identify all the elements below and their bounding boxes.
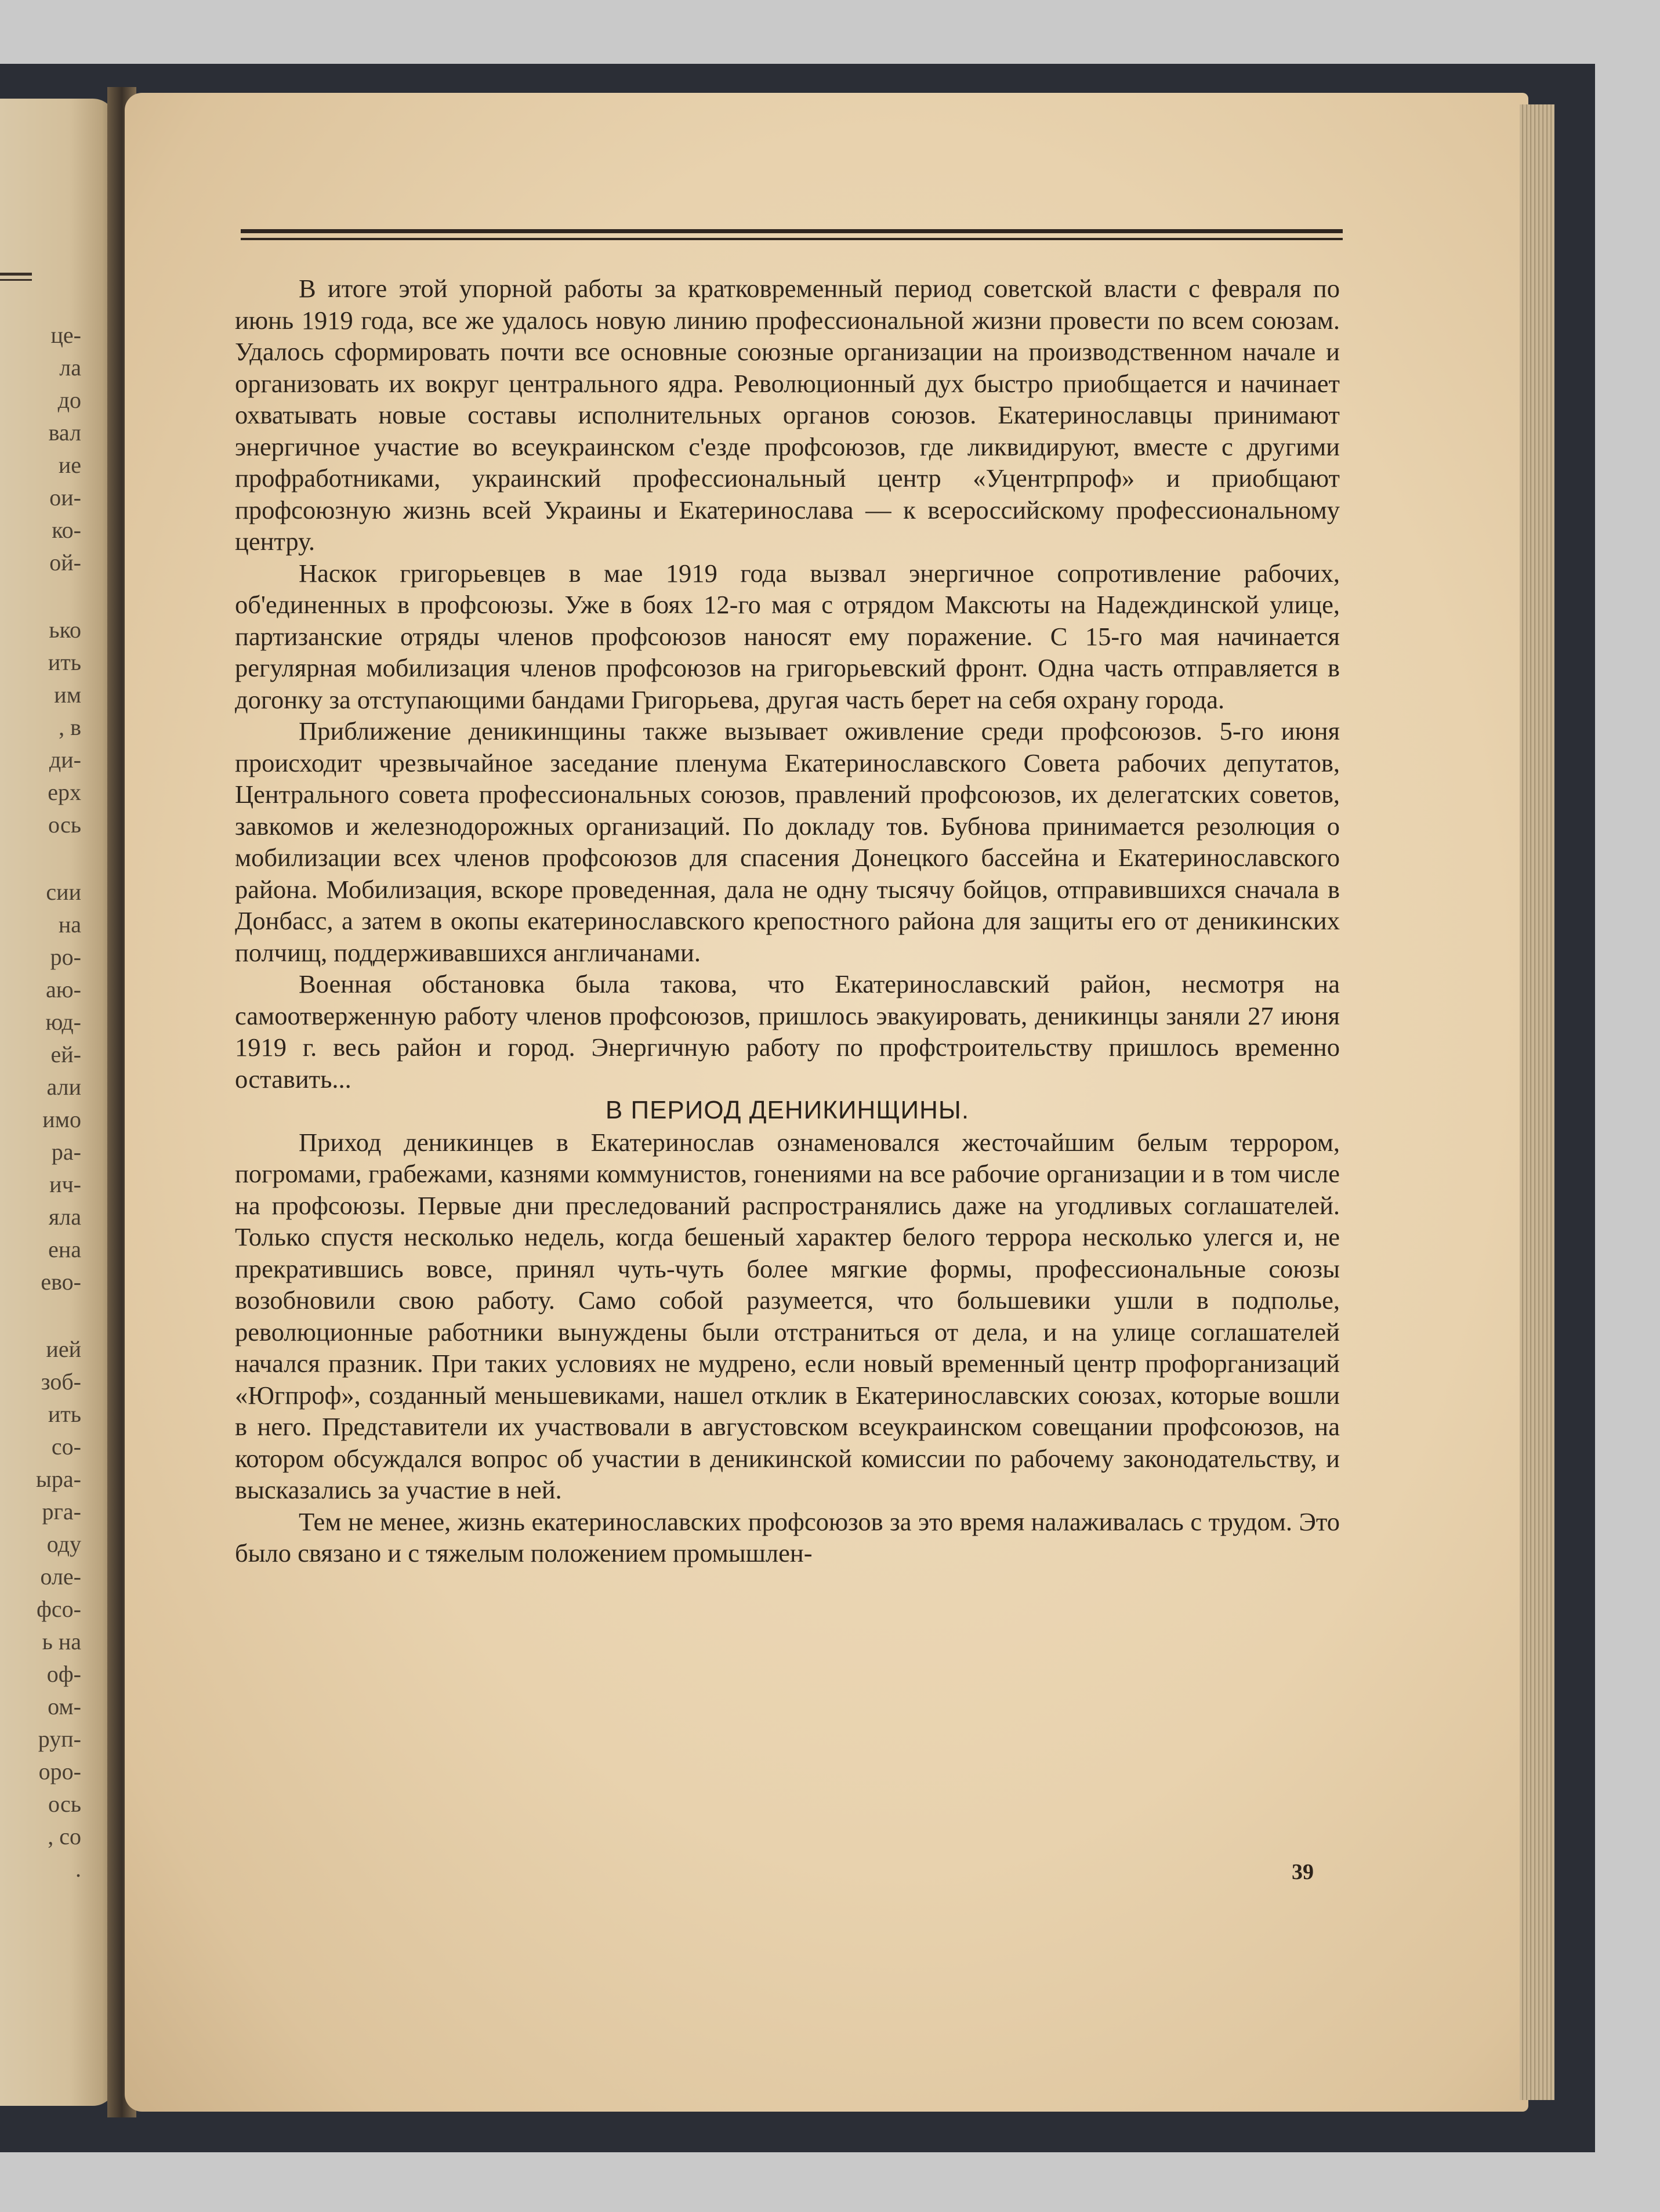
left-page-fragment: ие [58,452,81,478]
left-page-fragment: на [58,911,81,937]
left-page-fragment: оро- [38,1758,81,1784]
paragraph: Приближение деникинщины также вызывает оживление среди профсоюзов. 5-го июня происходит чрезвычайное заседание пленума Екатеринославского Совета рабочих депутатов, Центрального совета профессиональных союзов, правлений профсоюзов, их делегатских советов, завкомов и железнодорожных организаций. По докладу тов. Бубнова принимается резолюция о мобилизации всех членов профсоюзов для спасения Донецкого бассейна и Екатеринославского района. Мобилизация, вскоре проведенная, дала не одну тысячу бойцов, отправившихся сначала в Донбасс, а затем в окопы екатеринославского крепостного района для защиты его от деникинских полчищ, поддерживавшихся англичанами. [235,716,1340,967]
paragraph: Приход деникинцев в Екатеринослав ознаменовался жесточайшим белым террором, погромами, грабежами, казнями коммунистов, гонениями на все рабочие организации и в том числе на профсоюзы. Первые дни преследований распространялись даже на угодливых соглашателей. Только спустя несколько недель, когда бешеный характер белого террора несколько улегся и, не прекратившись вовсе, принял чуть-чуть более мягкие формы, профессиональные союзы возобновили свою работу. Само собой разумеется, что большевики ушли в подполье, революционные работники вынуждены были отстраниться от дела, и на улице соглашателей начался празник. При таких условиях не мудрено, если новый временный центр профорганизаций «Югпроф», созданный меньшевиками, нашел отклик в Екатеринославских союзах, которые вошли в него. Представители их участвовали в августовском всеукраинском совещании профсоюзов, на котором обсуждался вопрос об участии в деникинской комиссии по рабочему законодательству, и высказались за участие в ней. [235,1127,1340,1504]
paragraph: Наскок григорьевцев в мае 1919 года вызвал энергичное сопротивление рабочих, об'единенных в профсоюзы. Уже в боях 12-го мая с отрядом Максюты на Надеждинской улице, партизанские отряды членов профсоюзов наносят ему поражение. С 15-го мая начинается регулярная мобилизация членов профсоюзов на григорьевский фронт. Одна часть отправляется в догонку за отступающими бандами Григорьева, другая часть берет на себя охрану города. [235,558,1340,714]
paragraph: Тем не менее, жизнь екатеринославских профсоюзов за это время налаживалась с трудом. Это было связано и с тяжелым положением промышлен- [235,1507,1340,1567]
left-page-fragment: ить [48,649,81,675]
left-page-fragment: юд- [45,1009,81,1035]
left-page-fragment: ои- [49,484,81,511]
left-page-fragment: це- [50,322,81,348]
left-page-fragment: оле- [40,1563,81,1590]
left-page-fragment: фсо- [37,1596,81,1622]
left-page-header-rule [0,273,32,281]
page-number: 39 [1292,1860,1314,1884]
left-page-fragment: ро- [50,944,81,970]
left-page-fragment: вал [48,419,81,446]
left-page [0,99,116,2106]
left-page-fragment: ево- [41,1269,81,1295]
left-page-fragment: . [75,1856,81,1882]
left-page-fragment: , в [59,714,81,740]
left-page-fragment: до [57,387,81,413]
left-page-fragment: аю- [46,976,81,1002]
left-page-fragment: сии [46,879,81,905]
left-page-fragment: им [54,682,81,708]
left-page-fragment: руп- [38,1726,81,1752]
paragraph: В итоге этой упорной работы за кратковременный период советской власти с февраля по июнь 1919 года, все же удалось новую линию профессиональной жизни провести по всем союзам. Удалось сформировать почти все основные союзные организации на производственном начале и организовать их вокруг центрального ядра. Революционный дух быстро приобщается и начинает охватывать новые составы исполнительных органов союзов. Екатеринославцы принимают энергичное участие во всеукраинском с'езде профсоюзов, где ликвидируют, вместе с другими профработниками, украинский профессиональный центр «Уцентрпроф» и приобщают профсоюзную жизнь всей Украины и Екатеринослава — к всероссийскому профессиональному центру. [235,274,1340,556]
left-page-fragment: ич- [49,1171,81,1197]
left-page-fragment: ой- [49,549,81,575]
paragraph: Военная обстановка была такова, что Екатеринославский район, несмотря на самоотверженную работу членов профсоюзов, пришлось эвакуировать, деникинцы заняли 27 июня 1919 г. весь район и город. Энергичную работу по профстроительству пришлось временно оставить... [235,969,1340,1094]
left-page-fragment: ко- [52,517,81,543]
left-page-fragment: рга- [42,1498,81,1525]
left-page-fragment: ыра- [36,1466,81,1492]
left-page-fragment: али [46,1074,81,1100]
page-text [235,273,1340,1569]
left-page-fragment: ена [48,1236,81,1262]
left-page-fragment: ла [59,354,81,381]
left-page-fragment: ей- [50,1041,81,1067]
left-page-fragment: ией [46,1336,81,1362]
left-page-fragment: ом- [48,1693,81,1719]
left-page-fragment: ить [48,1401,81,1427]
left-page-fragment: со- [51,1433,81,1460]
header-double-rule [241,229,1343,240]
left-page-fragment: зоб- [41,1369,81,1395]
left-page-fragment: ось [48,812,81,838]
left-page-fragment: оф- [46,1661,81,1687]
left-page-fragment: ь на [42,1628,81,1655]
left-page-fragment: ди- [49,747,81,773]
left-page-fragment: имо [42,1106,81,1132]
left-page-fragment: оду [46,1531,81,1557]
left-page-fragment: ра- [51,1139,81,1165]
left-page-fragment: ерх [48,779,81,805]
left-page-fragment: яла [48,1204,81,1230]
left-page-fragment: ько [49,617,81,643]
section-heading: В ПЕРИОД ДЕНИКИНЩИНЫ. [605,1096,970,1124]
page-edges [1520,104,1554,2100]
left-page-fragment: , со [48,1823,81,1849]
left-page-fragment: ось [48,1791,81,1817]
